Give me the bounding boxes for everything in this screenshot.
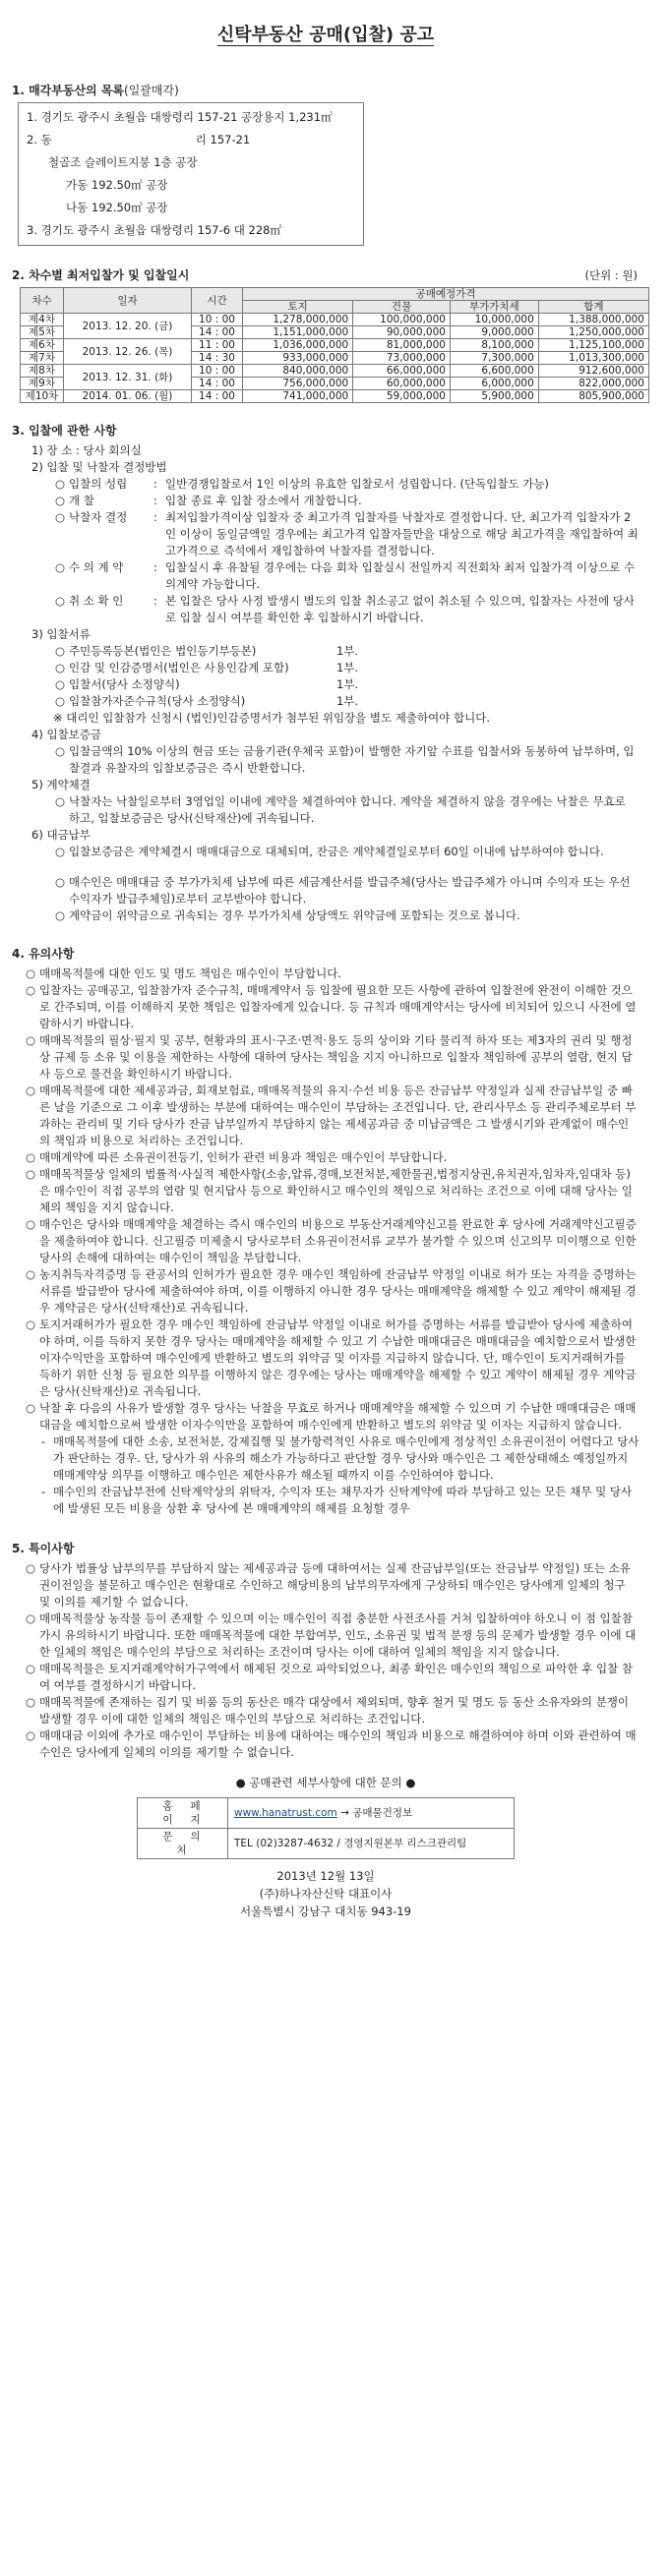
method-item: ○ 취 소 확 인 : 본 입찰은 당사 사정 발생시 별도의 입찰 취소공고 없이 취소될 수 있으며, 입찰자는 사전에 당사로 입찰 실시 여부를 확인한 후 입찰하시기 바랍니다. [53,593,639,626]
doc-item: ○ 인감 및 인감증명서(법인은 사용인감계 포함) 1부. [53,660,639,676]
method-item: ○ 입찰의 성립 : 일반경쟁입찰로서 1인 이상의 유효한 입찰로서 성립합니다. (단독입찰도 가능) [53,476,639,493]
caution-subitem: - 매수인의 잔금납부전에 신탁계약상의 위탁자, 수익자 또는 채무자가 신탁계약에 따라 부담하고 있는 모든 채무 및 당사에 발생된 모든 비용을 상환 후 당사에 본 매매계약의 해제를 요청할 경우 [37,1484,639,1517]
doc-item: ○ 주민등록등본(법인은 법인등기부등본) 1부. [53,643,639,660]
deposit-heading: 4) 입찰보증금 [31,728,102,741]
notice-date: 2013년 12월 13일 [276,1869,375,1883]
method-item: ○ 낙찰자 결정 : 최저입찰가격이상 입찰자 중 최고가격 입찰자를 낙찰자로 결정합니다. 단, 최고가격 입찰자가 2인 이상이 동일금액일 경우에는 최고가격 입찰자들만을 대상으로 해당 최고가격을 재입찰하여 최고가격으로 즉석에서 재입찰하여 낙찰자를 결정합니다. [53,509,639,559]
docs-heading: 3) 입찰서류 [31,627,91,641]
payment-item: ○ 매수인은 매매대금 중 부가가치세 납부에 따른 세금계산서를 발급주체(당사는 발급주체가 아니며 수익자 또는 우선수익자가 발급주체임)로부터 교부받아야 합니다. [53,874,639,907]
property-item: 1. 경기도 광주시 초월읍 대쌍령리 157-21 공장용지 1,231㎡ [27,110,333,124]
doc-item: ○ 입찰서(당사 소정양식) 1부. [53,676,639,693]
col-time: 시간 [192,288,243,314]
payment-item: ○ 입찰보증금은 계약체결시 매매대금으로 대체되며, 잔금은 계약체결일로부터 60일 이내에 납부하여야 합니다. [53,844,639,860]
homepage-label: 홈페이지 [138,1798,228,1829]
caution-item: ○ 낙찰 후 다음의 사유가 발생할 경우 당사는 낙찰을 무효로 하거나 매매계약을 해제할 수 있으며 기 수납한 매매대금은 매매대금을 예치함으로써 발생한 이자수익만을 포함하여 매수인에게 반환하고 별도의 위약금 및 이자는 지급하지 않습니다. [24,1400,639,1434]
caution-item: ○ 매매목적물상 일체의 법률적·사실적 제한사항(소송,압류,경매,보전처분,제한물권,법정지상권,유치권자,임차자,임대차 등)은 매수인이 직접 공부의 열람 및 현지답사 등으로 확인하시고 매수인의 책임으로 처리하는 조건으로 이에 대해 당사는 일체의 책임을 지지 않습니다. [24,1166,639,1216]
special-item: ○ 매매목적물에 존재하는 집기 및 비품 등의 동산은 매각 대상에서 제외되며, 향후 철거 및 명도 등 동산 소유자와의 분쟁이 발생할 경우 이에 대한 일체의 책임은 매수인의 부담으로 처리하는 조건입니다. [24,1694,639,1727]
property-item: 가동 192.50㎡ 공장 [66,178,168,192]
section-3-heading: 3. 입찰에 관한 사항 [12,424,117,438]
col-total: 합계 [538,301,648,314]
arrow-icon: → [340,1807,349,1819]
contact-phone: TEL (02)3287-4632 / 경영지원본부 리스크관리팀 [228,1829,515,1859]
property-item: 철골조 슬레이트지붕 1층 공장 [48,155,198,169]
special-item: ○ 매매목적물상 농작물 등이 존재할 수 있으며 이는 매수인이 직접 충분한 사전조사를 거쳐 입찰하여야 하오니 이 점 입찰참가시 유의하시기 바랍니다. 또한 매매목적물에 대한 부합여부, 인도, 소유권 및 법적 분쟁 등의 문제가 발생할 경우 이에 대한 일체의 책임은 매수인의 부담으로 처리하는 조건이며 당사는 이에 대하여 일체의 책임을 지지 않습니다. [24,1610,639,1661]
col-date: 일자 [64,288,192,314]
caution-item: ○ 매매목적물에 대한 인도 및 명도 책임은 매수인이 부담합니다. [24,966,639,982]
table-row: 제7차 14 : 30 933,000,000 73,000,000 7,300,000 1,013,300,000 [21,352,649,365]
table-row: 제6차 2013. 12. 26. (목) 11 : 00 1,036,000,000 81,000,000 8,100,000 1,125,100,000 [21,339,649,352]
table-row: 제10차 2014. 01. 06. (월) 14 : 00 741,000,000 59,000,000 5,900,000 805,900,000 [21,390,649,403]
property-item: 나동 192.50㎡ 공장 [66,201,168,214]
caution-item: ○ 토지거래허가가 필요한 경우 매수인 책임하에 잔금납부 약정일 이내로 허가를 증명하는 서류를 발급받아 당사에 제출하여야 하며, 이를 득하지 못한 경우 당사는 매매계약을 해제할 수 있고 기 수납한 매매대금은 매매대금을 예치함으로서 발생한 이자수익만을 포함하여 매수인에게 반환하고 별도의 위약금 및 이자를 지급하지 않습니다. 단, 매수인이 토지거래허가를 득하기 위한 신청 등 필요한 의무를 이행하지 않은 경우에는 당사는 매매계약을 해제할 수 있고 계약이 해제될 경우 계약금은 당사(신탁재산)로 귀속됩니다. [24,1317,639,1400]
homepage-link[interactable]: www.hanatrust.com [234,1807,337,1819]
table-row: 제8차 2013. 12. 31. (화) 10 : 00 840,000,000 66,000,000 6,600,000 912,600,000 [21,365,649,378]
section-3 [12,423,639,924]
property-item: 2. 동 리 157-21 [27,133,251,146]
place-line: 1) 장 소 : 당사 회의실 [31,443,142,457]
col-price: 공매예정가격 [243,288,649,301]
caution-item: ○ 매매계약에 따른 소유권이전등기, 인허가 관련 비용과 책임은 매수인이 부담합니다. [24,1149,639,1166]
caution-subitem: - 매매목적물에 대한 소송, 보전처분, 강제집행 및 불가항력적인 사유로 매수인에게 정상적인 소유권이전이 어렵다고 당사가 판단하는 경우. 단, 당사가 위 사유의 해소가 가능하다고 판단할 경우 당사와 매수인은 그 제한상태해소 예정일까지 매매계약상 의무를 이행하고 매수인은 제한사유가 해소될 때까지 이를 수인하여야 합니다. [37,1434,639,1484]
special-item: ○ 매매목적물은 토지거래계약허가구역에서 해제된 것으로 파악되었으나, 최종 확인은 매수인의 책임으로 파악한 후 입찰 참여 여부를 결정하시기 바랍니다. [24,1661,639,1694]
caution-item: ○ 매수인은 당사와 매매계약을 체결하는 즉시 매수인의 비용으로 부동산거래계약신고를 완료한 후 당사에 거래계약신고필증을 제출하여야 합니다. 신고필증 미제출시 당사로부터 소유권이전서류 교부가 불가할 수 있으며 신고의무 미이행으로 인한 당사의 손해에 대하여는 매수인이 책임을 부담합니다. [24,1216,639,1266]
col-land: 토지 [243,301,353,314]
payment-item: ○ 계약금이 위약금으로 귀속되는 경우 부가가치세 상당액도 위약금에 포함되는 것으로 봅니다. [53,907,639,924]
special-item: ○ 매매대금 이외에 추가로 매수인이 부담하는 비용에 대하여는 매수인의 책임과 비용으로 해결하여야 하며 이와 관련하여 매수인은 당사에게 일체의 이의를 제기할 수 없습니다. [24,1727,639,1761]
property-list-box [18,102,364,246]
docs-note: ※ 대리인 입찰참가 신청시 (법인)인감증명서가 첨부된 위임장을 별도 제출하여야 합니다. [53,710,639,727]
caution-item: ○ 매매목적물의 필상·필지 및 공부, 현황과의 표시·구조·면적·용도 등의 상이와 기타 물리적 하자 또는 제3자의 권리 및 행정상 규제 등 소유 및 이용을 제한하는 사항에 대하여 당사는 책임을 지지 아니하므로 입찰자 책임하에 공부의 열람, 현지 답사 등으로 물건을 확인하시기 바랍니다. [24,1032,639,1083]
doc-item: ○ 입찰참가자준수규칙(당사 소정양식) 1부. [53,693,639,710]
method-heading: 2) 입찰 및 낙찰자 결정방법 [31,460,167,474]
section-1-heading: 1. 매각부동산의 목록(일괄매각) [12,84,179,97]
footer [12,1867,639,1920]
company-name: (주)하나자산신탁 대표이사 [259,1887,393,1901]
contract-heading: 5) 계약체결 [31,778,91,791]
contact-label: 문의처 [138,1829,228,1859]
method-item: ○ 수 의 계 약 : 입찰실시 후 유찰될 경우에는 다음 회차 입찰실시 전일까지 직전회차 최저 입찰가격 이상으로 수의계약 가능합니다. [53,559,639,593]
special-item: ○ 당사가 법률상 납부의무를 부담하지 않는 제세공과금 등에 대하여서는 실제 잔금납부일(또는 잔금납부 약정일) 또는 소유권이전일을 불문하고 매수인은 현황대로 수인하고 해당비용의 납부의무자에게 구상하되 매수인은 당사에게 일체의 청구 및 이의를 제기할 수 없습니다. [24,1560,639,1610]
deposit-text: ○ 입찰금액의 10% 이상의 현금 또는 금융기관(우체국 포함)이 발행한 자기앞 수표를 입찰서와 동봉하여 납부하며, 입찰결과 유찰자의 입찰보증금은 즉시 반환합니다. [53,743,639,777]
payment-heading: 6) 대금납부 [31,828,91,842]
method-item: ○ 개 찰 : 입찰 종료 후 입찰 장소에서 개찰합니다. [53,493,639,509]
page-title: 신탁부동산 공매(입찰) 공고 [216,25,435,45]
col-round: 차수 [21,288,64,314]
caution-item: ○ 농지취득자격증명 등 관공서의 인허가가 필요한 경우 매수인 책임하에 잔금납부 약정일 이내로 허가 또는 자격을 증명하는 서류를 발급받아 당사에 제출하여야 하며, 이를 이행하지 아니한 경우 당사는 매매계약을 해제할 수 있고 계약이 해제될 경우 계약금은 당사(신탁재산)로 귀속됩니다. [24,1266,639,1317]
unit-label: (단위 : 원) [584,268,638,282]
contact-table: 홈페이지 www.hanatrust.com → 공매물건정보 문의처 TEL (02)3287-4632 / 경영지원본부 리스크관리팀 [137,1797,515,1859]
col-bldg: 건물 [353,301,451,314]
contract-text: ○ 낙찰자는 낙찰일로부터 3영업일 이내에 계약을 체결하여야 합니다. 계약을 체결하지 않을 경우에는 낙찰은 무효로 하고, 입찰보증금은 당사(신탁재산)에 귀속됩니다. [53,793,639,827]
section-4 [12,946,639,1517]
price-table [20,287,649,403]
table-row: 제4차 2013. 12. 20. (금) 10 : 00 1,278,000,000 100,000,000 10,000,000 1,388,000,000 [21,314,649,326]
section-2-heading: 2. 차수별 최저입찰가 및 입찰일시 [12,268,190,282]
table-row: 제5차 14 : 00 1,151,000,000 90,000,000 9,000,000 1,250,000,000 [21,326,649,339]
property-item: 3. 경기도 광주시 초월읍 대쌍령리 157-6 대 228㎡ [27,223,281,237]
section-5 [12,1541,639,1761]
section-5-heading: 5. 특이사항 [12,1542,75,1555]
caution-item: ○ 입찰자는 공매공고, 입찰참가자 준수규칙, 매매계약서 등 입찰에 필요한 모든 사항에 관하여 입찰전에 완전이 이해한 것으로 간주되며, 이를 이해하지 못한 책임은 입찰자에게 있습니다. 등 규칙과 매매계약서는 당사에 비치되어 있으니 사전에 열람하시기 바랍니다. [24,982,639,1032]
col-vat: 부가가치세 [450,301,538,314]
section-4-heading: 4. 유의사항 [12,947,75,961]
caution-item: ○ 매매목적물에 대한 제세공과금, 회재보험료, 매매목적물의 유지·수선 비용 등은 잔금납부 약정일과 실제 잔금납부일 중 빠른 날을 기준으로 그 이후 발생하는 부분에 대하여는 매수인이 부담하는 조건입니다. 단, 관리사무소 등 관리주체로부터 부과하는 관리비 및 기타 당사가 잔금 납부일까지 부담하지 않는 제세공과금 중 미납금액은 그 발생시기와 관계없이 매수인의 책임과 비용으로 처리하는 조건입니다. [24,1083,639,1149]
table-row: 제9차 14 : 00 756,000,000 60,000,000 6,000,000 822,000,000 [21,378,649,390]
company-address: 서울특별시 강남구 대치동 943-19 [240,1904,411,1918]
contact-intro: ● 공매관련 세부사항에 대한 문의 ● [235,1776,416,1789]
